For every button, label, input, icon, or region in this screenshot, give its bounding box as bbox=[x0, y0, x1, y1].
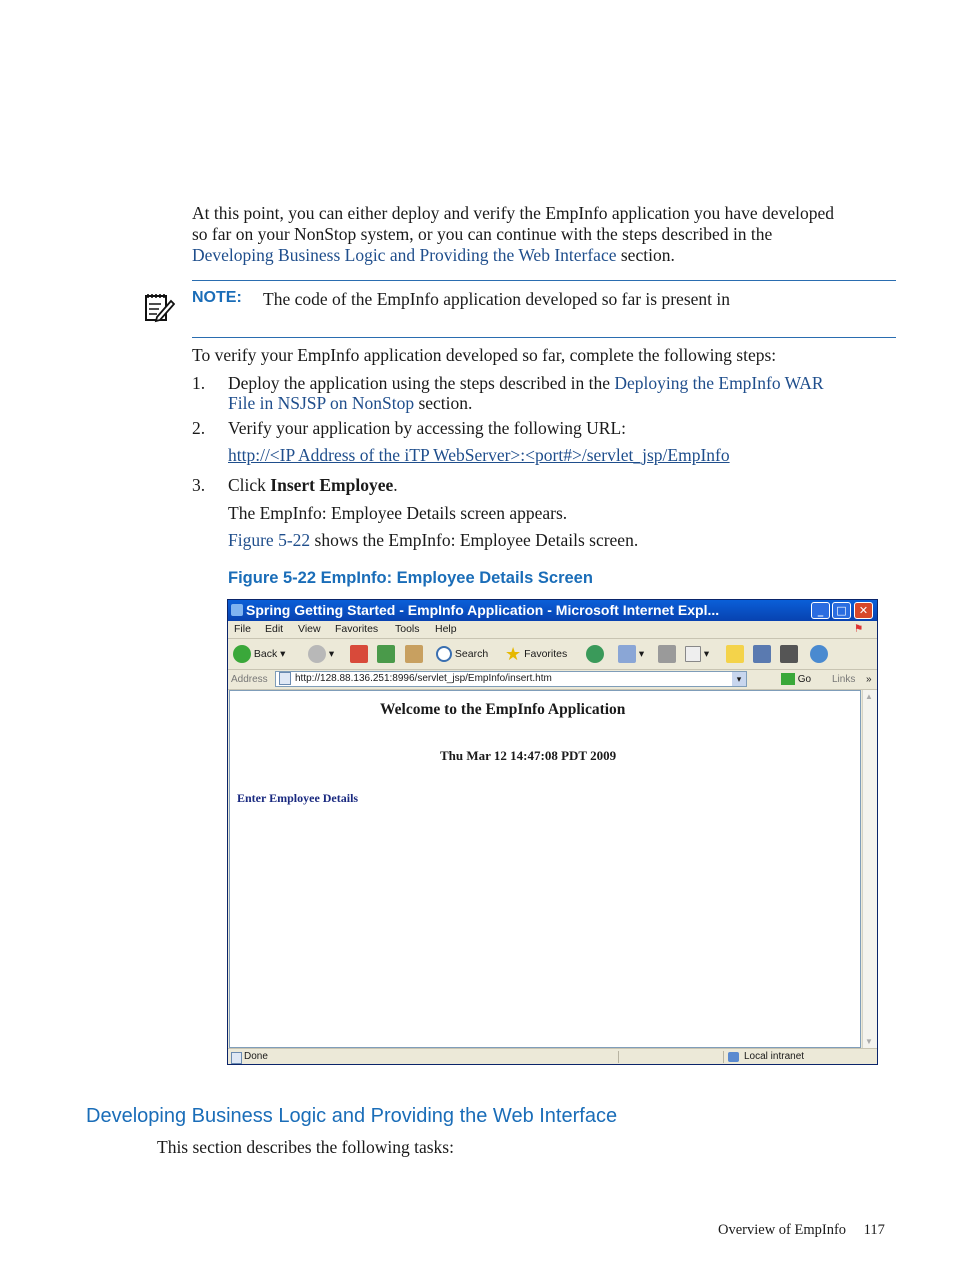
status-divider-1 bbox=[618, 1051, 619, 1063]
empinfo-url-link[interactable]: http://<IP Address of the iTP WebServer>:<port#>/servlet_jsp/EmpInfo bbox=[228, 445, 730, 465]
footer-label: Overview of EmpInfo bbox=[718, 1222, 847, 1238]
insert-employee-label: Insert Employee bbox=[270, 475, 394, 495]
search-label: Search bbox=[454, 648, 489, 660]
verify-intro: To verify your EmpInfo application developed so far, complete the following steps: bbox=[192, 345, 777, 365]
back-button[interactable]: Back ▾ bbox=[233, 643, 285, 665]
note-top-rule bbox=[192, 280, 896, 281]
page-heading: Welcome to the EmpInfo Application bbox=[380, 701, 626, 718]
step-3-sub-1: The EmpInfo: Employee Details screen appears. bbox=[228, 503, 568, 523]
scroll-up-icon[interactable]: ▲ bbox=[865, 692, 873, 701]
section-text: This section describes the following tasks: bbox=[157, 1137, 454, 1157]
maximize-icon[interactable]: □ bbox=[832, 602, 851, 619]
forward-button[interactable]: ▾ bbox=[308, 643, 334, 665]
mail-button[interactable]: ▾ bbox=[618, 643, 644, 665]
intro-line-1: At this point, you can either deploy and verify the EmpInfo application you have developed bbox=[192, 203, 834, 223]
vertical-scrollbar[interactable] bbox=[862, 690, 877, 1048]
step-3-tail: . bbox=[393, 475, 398, 495]
status-divider-2 bbox=[723, 1051, 724, 1063]
print-icon bbox=[658, 645, 676, 663]
favorites-button[interactable] bbox=[505, 643, 567, 665]
menu-edit[interactable]: Edit bbox=[265, 623, 284, 635]
step-3 bbox=[228, 475, 398, 496]
status-page-icon bbox=[231, 1052, 242, 1064]
people-button[interactable] bbox=[810, 643, 828, 665]
menu-view[interactable]: View bbox=[298, 623, 321, 635]
figure-5-22-link[interactable]: Figure 5-22 bbox=[228, 530, 311, 550]
search-button[interactable] bbox=[436, 643, 488, 665]
figure-caption: Figure 5-22 EmpInfo: Employee Details Screen bbox=[228, 569, 593, 587]
favorites-label: Favorites bbox=[524, 648, 568, 660]
edit-document-icon bbox=[685, 646, 701, 662]
mail-icon bbox=[618, 645, 636, 663]
research-button[interactable] bbox=[753, 643, 771, 665]
research-icon bbox=[753, 645, 771, 663]
links-chevron-icon[interactable]: » bbox=[866, 674, 872, 685]
step-2-text: Verify your application by accessing the following URL: bbox=[228, 418, 627, 438]
address-dropdown-icon[interactable]: ▾ bbox=[732, 672, 746, 686]
step-1-number: 1. bbox=[192, 373, 206, 393]
browser-content bbox=[229, 690, 861, 1048]
stop-icon bbox=[350, 645, 368, 663]
address-label: Address bbox=[231, 674, 268, 685]
history-icon bbox=[586, 645, 604, 663]
home-button[interactable] bbox=[405, 643, 423, 665]
print-button[interactable] bbox=[658, 643, 676, 665]
step-1-tail: section. bbox=[414, 393, 473, 413]
refresh-button[interactable] bbox=[377, 643, 395, 665]
home-icon bbox=[405, 645, 423, 663]
section-heading: Developing Business Logic and Providing the Web Interface bbox=[86, 1105, 618, 1127]
menu-tools[interactable]: Tools bbox=[395, 623, 420, 635]
browser-menubar bbox=[228, 621, 877, 639]
scroll-down-icon[interactable]: ▼ bbox=[865, 1037, 873, 1046]
intro-line-2: so far on your NonStop system, or you can continue with the steps described in the bbox=[192, 224, 773, 244]
go-arrow-icon bbox=[781, 673, 795, 685]
notes-button[interactable] bbox=[726, 643, 744, 665]
ie-logo-icon bbox=[231, 604, 243, 616]
forward-arrow-icon bbox=[308, 645, 326, 663]
step-1-line-2 bbox=[228, 393, 908, 414]
step-2-number: 2. bbox=[192, 418, 206, 438]
favorites-star-icon: ★ bbox=[505, 644, 522, 665]
notes-icon bbox=[726, 645, 744, 663]
messenger-button[interactable] bbox=[780, 643, 798, 665]
intro-paragraph bbox=[192, 203, 902, 266]
nsjsp-link[interactable]: File in NSJSP on NonStop bbox=[228, 393, 415, 413]
developing-business-logic-link[interactable]: Developing Business Logic and Providing the Web Interface bbox=[192, 245, 617, 265]
page-icon bbox=[279, 672, 291, 685]
minimize-icon[interactable]: _ bbox=[811, 602, 830, 619]
step-3-text: Click bbox=[228, 475, 271, 495]
refresh-icon bbox=[377, 645, 395, 663]
zone-text: Local intranet bbox=[744, 1051, 805, 1062]
step-3-number: 3. bbox=[192, 475, 206, 495]
intro-line-3 bbox=[192, 245, 902, 266]
menu-help[interactable]: Help bbox=[435, 623, 457, 635]
windows-logo-icon: ⚑ bbox=[854, 623, 864, 635]
close-icon[interactable]: ✕ bbox=[854, 602, 873, 619]
address-bar bbox=[228, 670, 877, 690]
edit-button[interactable]: ▾ bbox=[685, 643, 709, 665]
status-bar bbox=[228, 1048, 877, 1065]
browser-window bbox=[227, 599, 878, 1065]
page-number: 117 bbox=[863, 1222, 885, 1238]
links-label[interactable]: Links bbox=[832, 674, 856, 685]
step-3-sub-2-tail: shows the EmpInfo: Employee Details screen. bbox=[310, 530, 639, 550]
intranet-icon bbox=[728, 1052, 739, 1062]
step-1 bbox=[228, 373, 908, 414]
note-bottom-rule bbox=[192, 337, 896, 338]
people-icon bbox=[810, 645, 828, 663]
menu-favorites[interactable]: Favorites bbox=[335, 623, 379, 635]
intro-tail: section. bbox=[616, 245, 675, 265]
binary-icon bbox=[780, 645, 798, 663]
menu-file[interactable]: File bbox=[234, 623, 251, 635]
search-icon bbox=[436, 646, 452, 662]
stop-button[interactable] bbox=[350, 643, 368, 665]
status-text: Done bbox=[244, 1051, 268, 1062]
note-label: NOTE: bbox=[192, 289, 242, 306]
enter-employee-details-link[interactable]: Enter Employee Details bbox=[237, 791, 359, 805]
go-button[interactable] bbox=[781, 670, 811, 689]
step-1-line-1 bbox=[228, 373, 908, 394]
deploying-war-link[interactable]: Deploying the EmpInfo WAR bbox=[614, 373, 824, 393]
address-value: http://128.88.136.251:8996/servlet_jsp/EmpInfo/insert.htm bbox=[295, 673, 552, 685]
note-icon bbox=[143, 291, 175, 323]
browser-titlebar bbox=[228, 600, 877, 621]
browser-toolbar bbox=[228, 639, 877, 670]
back-label: Back bbox=[253, 648, 278, 660]
step-1-text: Deploy the application using the steps described in the bbox=[228, 373, 615, 393]
back-arrow-icon bbox=[233, 645, 251, 663]
page-date: Thu Mar 12 14:47:08 PDT 2009 bbox=[440, 748, 617, 763]
address-input[interactable] bbox=[275, 671, 747, 687]
step-3-sub-2 bbox=[228, 530, 638, 551]
history-button[interactable] bbox=[586, 643, 604, 665]
browser-title: Spring Getting Started - EmpInfo Application - Microsoft Internet Expl... bbox=[246, 602, 720, 618]
footer bbox=[718, 1222, 885, 1239]
go-label: Go bbox=[797, 674, 812, 685]
note-text: The code of the EmpInfo application developed so far is present in bbox=[263, 289, 730, 309]
